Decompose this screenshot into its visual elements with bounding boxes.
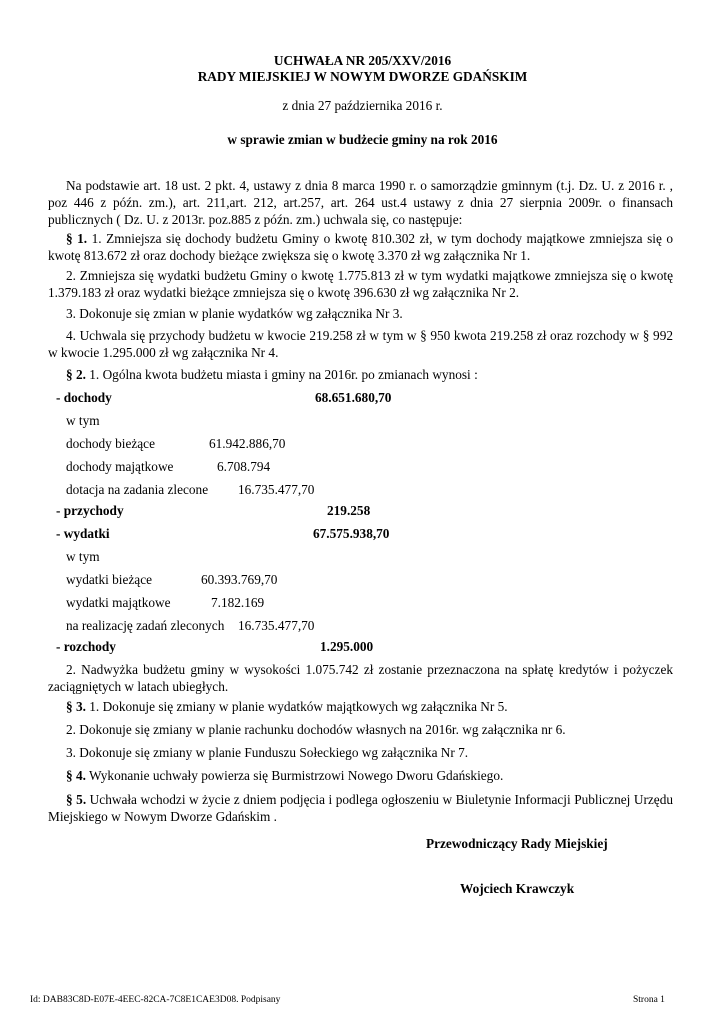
signature-role: Przewodniczący Rady Miejskiej bbox=[426, 836, 608, 851]
s1-paragraph-4: 4. Uchwala się przychody budżetu w kwocie 219.258 zł w tym w § 950 kwota 219.258 zł oraz rozchody w § 992 w kwocie 1.295.000 zł wg załącznika Nr 4. bbox=[48, 328, 673, 360]
wydatki-biezace-value: 60.393.769,70 bbox=[201, 572, 278, 587]
dotacja-value: 16.735.477,70 bbox=[238, 482, 315, 497]
s3-paragraph-2: 2. Dokonuje się zmiany w planie rachunku dochodów własnych na 2016r. wg załącznika nr 6. bbox=[66, 722, 566, 737]
zlecone-value: 16.735.477,70 bbox=[238, 618, 315, 633]
s2-intro bbox=[66, 367, 478, 383]
s4-symbol: § 4. bbox=[66, 768, 86, 783]
rozchody-value: 1.295.000 bbox=[320, 639, 374, 654]
dochody-biezace-value: 61.942.886,70 bbox=[209, 436, 286, 451]
footer-document-id: Id: DAB83C8D-E07E-4EEC-82CA-7C8E1CAE3D08. Podpisany bbox=[30, 995, 281, 1005]
zlecone-label: na realizację zadań zleconych bbox=[66, 618, 225, 633]
wydatki-majatkowe-value: 7.182.169 bbox=[211, 595, 265, 610]
dochody-value: 68.651.680,70 bbox=[315, 390, 392, 405]
s1-symbol: § 1. bbox=[66, 231, 88, 246]
rozchody-label: - rozchody bbox=[56, 639, 116, 654]
dochody-biezace-label: dochody bieżące bbox=[66, 436, 155, 451]
s1-paragraph-1 bbox=[48, 230, 673, 264]
przychody-value: 219.258 bbox=[327, 503, 371, 518]
s5-text: Uchwała wchodzi w życie z dniem podjęcia i podlega ogłoszeniu w Biuletynie Informacji Publicznej Urzędu Miejskiego w Nowym Dworze Gdańskim . bbox=[48, 792, 673, 824]
s4-text: Wykonanie uchwały powierza się Burmistrzowi Nowego Dworu Gdańskiego. bbox=[85, 768, 504, 783]
wydatki-value: 67.575.938,70 bbox=[313, 526, 390, 541]
s4-paragraph bbox=[66, 768, 503, 784]
title-line-1: UCHWAŁA NR 205/XXV/2016 bbox=[273, 53, 452, 68]
s5-paragraph bbox=[48, 791, 673, 825]
wydatki-label: - wydatki bbox=[56, 526, 110, 541]
s3-paragraph-3: 3. Dokonuje się zmiany w planie Funduszu Sołeckiego wg załącznika Nr 7. bbox=[66, 745, 469, 760]
dochody-majatkowe-value: 6.708.794 bbox=[217, 459, 271, 474]
resolution-subject: w sprawie zmian w budżecie gminy na rok 2016 bbox=[227, 132, 498, 147]
dochody-majatkowe-label: dochody majątkowe bbox=[66, 459, 174, 474]
przychody-label: - przychody bbox=[56, 503, 124, 518]
s2-intro-text: 1. Ogólna kwota budżetu miasta i gminy na 2016r. po zmianach wynosi : bbox=[85, 367, 478, 382]
s2-paragraph-2: 2. Nadwyżka budżetu gminy w wysokości 1.075.742 zł zostanie przeznaczona na spłatę kredytów i pożyczek zaciągniętych w latach ubiegłych. bbox=[48, 662, 673, 694]
wydatki-w-tym: w tym bbox=[66, 549, 100, 564]
s3-paragraph-1 bbox=[66, 699, 508, 715]
preamble: Na podstawie art. 18 ust. 2 pkt. 4, ustawy z dnia 8 marca 1990 r. o samorządzie gminnym (t.j. Dz. U. z 2016 r. , poz 446 z późn. zm.), art. 211,art. 212, art.257, art. 264 ust.4 ustawy z dnia 27 sierpnia 2009r. o finansach publicznych ( Dz. U. z 2013r. poz.885 z późn. zm.) uchwala się, co następuje: bbox=[48, 178, 673, 227]
s5-symbol: § 5. bbox=[66, 792, 87, 807]
wydatki-biezace-label: wydatki bieżące bbox=[66, 572, 153, 587]
dochody-w-tym: w tym bbox=[66, 413, 100, 428]
dochody-label: - dochody bbox=[56, 390, 112, 405]
dotacja-label: dotacja na zadania zlecone bbox=[66, 482, 209, 497]
s3-text-1: 1. Dokonuje się zmiany w planie wydatków majątkowych wg załącznika Nr 5. bbox=[85, 699, 508, 714]
s3-symbol: § 3. bbox=[66, 699, 86, 714]
s1-text-1: 1. Zmniejsza się dochody budżetu Gminy o kwotę 810.302 zł, w tym dochody majątkowe zmniejsza się o kwotę 813.672 zł oraz dochody bieżące zwiększa się o kwotę 3.370 zł wg załącznika Nr 1. bbox=[48, 231, 674, 263]
resolution-date: z dnia 27 października 2016 r. bbox=[282, 98, 443, 113]
footer-page-number: Strona 1 bbox=[633, 995, 665, 1005]
s1-paragraph-2: 2. Zmniejsza się wydatki budżetu Gminy o kwotę 1.775.813 zł w tym wydatki majątkowe zmniejsza się o kwotę 1.379.183 zł oraz wydatki bieżące zmniejsza się o kwotę 396.630 zł wg załącznika Nr 2. bbox=[48, 268, 673, 300]
s1-paragraph-3: 3. Dokonuje się zmian w planie wydatków wg załącznika Nr 3. bbox=[66, 306, 403, 321]
signature-name: Wojciech Krawczyk bbox=[460, 881, 575, 896]
wydatki-majatkowe-label: wydatki majątkowe bbox=[66, 595, 171, 610]
title-line-2: RADY MIEJSKIEJ W NOWYM DWORZE GDAŃSKIM bbox=[197, 69, 528, 84]
s2-symbol: § 2. bbox=[66, 367, 86, 382]
